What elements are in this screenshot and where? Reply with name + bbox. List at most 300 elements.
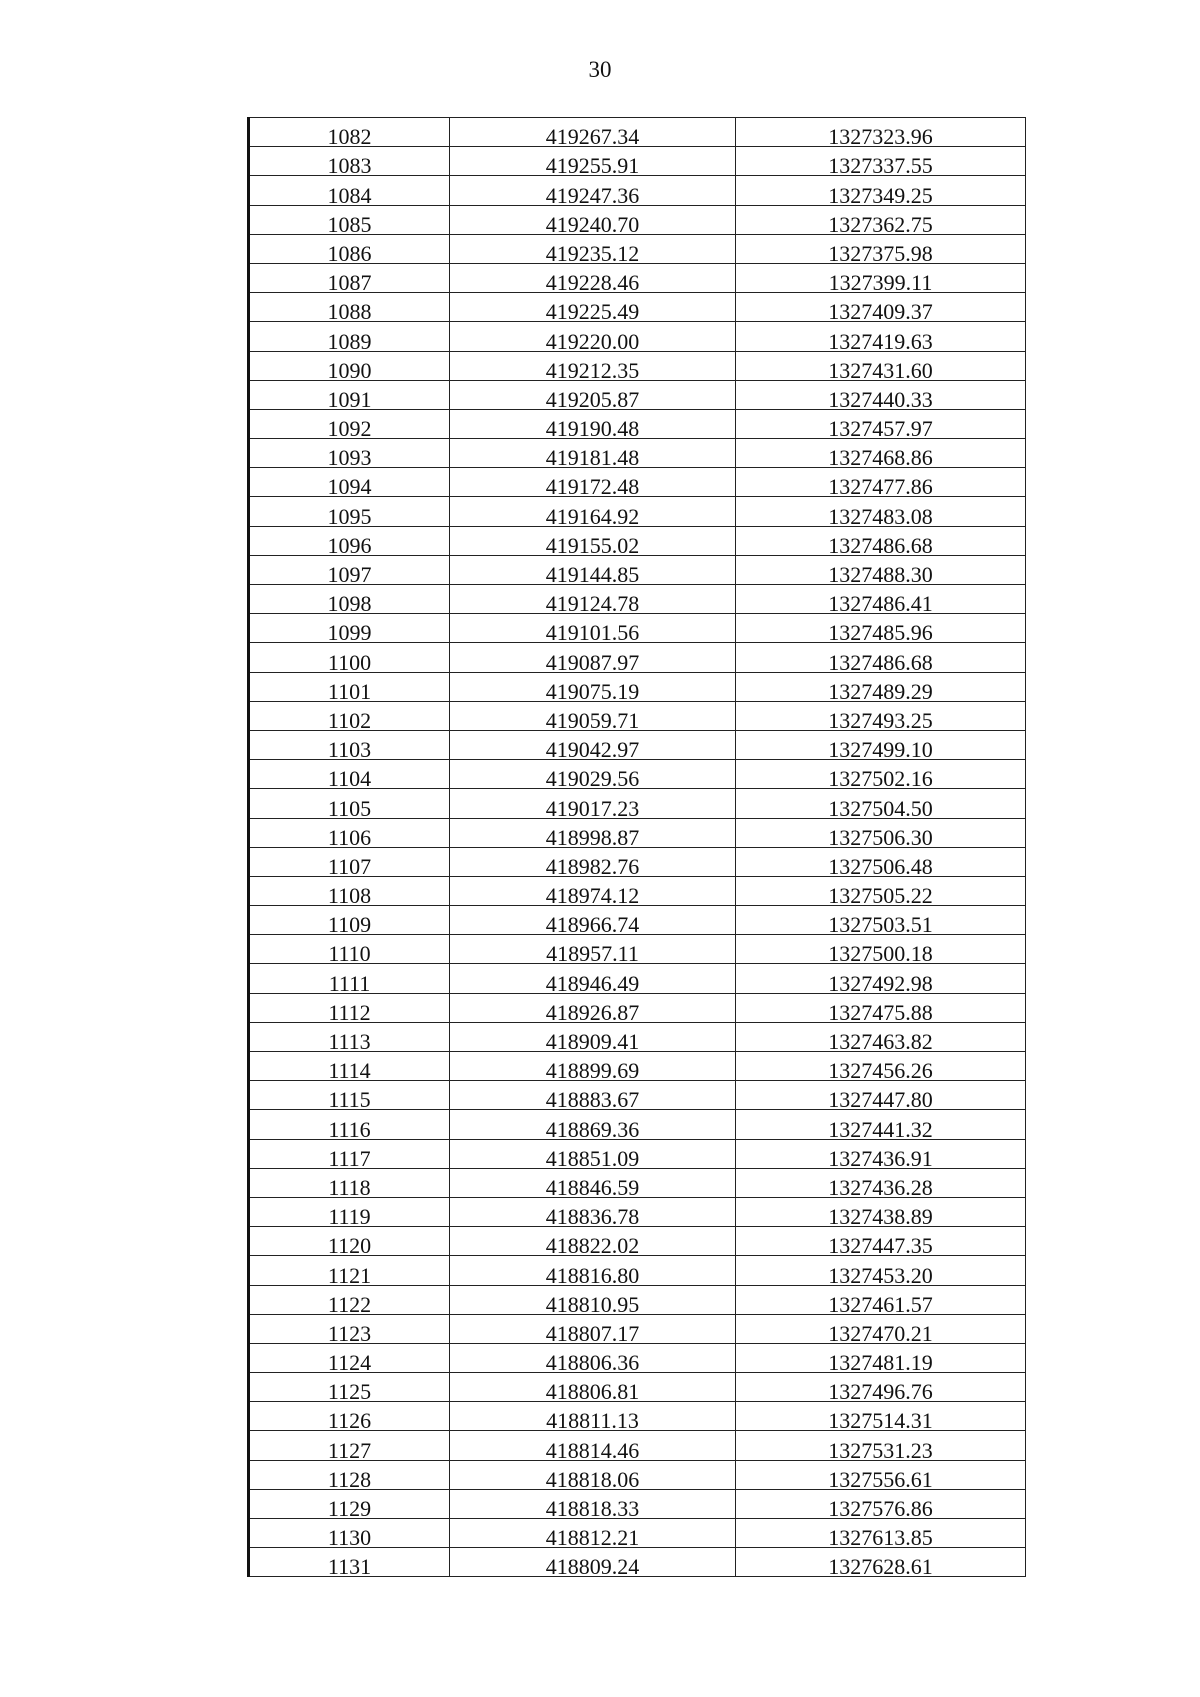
x-coordinate-cell bbox=[450, 1489, 736, 1518]
point-number-cell bbox=[249, 1373, 450, 1402]
table-row bbox=[249, 1052, 1026, 1081]
point-number-text: 1110 bbox=[328, 941, 371, 964]
table-row bbox=[249, 672, 1026, 701]
point-number-text: 1099 bbox=[327, 620, 372, 643]
x-coordinate-cell bbox=[450, 322, 736, 351]
y-coordinate-text: 1327502.16 bbox=[828, 766, 933, 789]
y-coordinate-text: 1327486.68 bbox=[828, 532, 933, 556]
y-coordinate-cell bbox=[736, 876, 1026, 905]
y-coordinate-cell bbox=[736, 906, 1026, 935]
y-coordinate-cell bbox=[736, 614, 1026, 643]
x-coordinate-cell bbox=[450, 409, 736, 438]
y-coordinate-text: 1327496.76 bbox=[828, 1379, 933, 1402]
point-number-text: 1098 bbox=[327, 591, 372, 614]
y-coordinate-text: 1327505.22 bbox=[828, 883, 933, 906]
y-coordinate-text: 1327477.86 bbox=[828, 474, 933, 497]
x-coordinate-cell bbox=[450, 1022, 736, 1051]
x-coordinate-text: 418810.95 bbox=[545, 1291, 640, 1315]
x-coordinate-text: 418806.81 bbox=[545, 1379, 640, 1402]
y-coordinate-text: 1327485.96 bbox=[828, 620, 933, 643]
point-number-text: 1130 bbox=[327, 1525, 372, 1548]
x-coordinate-text: 418926.87 bbox=[545, 999, 640, 1023]
point-number-text: 1112 bbox=[328, 999, 371, 1023]
point-number-cell bbox=[249, 876, 450, 905]
x-coordinate-cell bbox=[450, 1519, 736, 1548]
point-number-cell bbox=[249, 1168, 450, 1197]
point-number-text: 1083 bbox=[327, 153, 372, 176]
x-coordinate-cell bbox=[450, 876, 736, 905]
x-coordinate-cell bbox=[450, 1256, 736, 1285]
x-coordinate-text: 418836.78 bbox=[545, 1204, 640, 1227]
x-coordinate-text: 419124.78 bbox=[545, 591, 640, 614]
x-coordinate-text: 418814.46 bbox=[545, 1437, 640, 1461]
point-number-text: 1116 bbox=[328, 1116, 371, 1140]
table-row bbox=[249, 1285, 1026, 1314]
point-number-cell bbox=[249, 1227, 450, 1256]
x-coordinate-cell bbox=[450, 497, 736, 526]
y-coordinate-text: 1327506.30 bbox=[828, 824, 933, 848]
y-coordinate-cell bbox=[736, 1081, 1026, 1110]
point-number-cell bbox=[249, 993, 450, 1022]
table-row bbox=[249, 409, 1026, 438]
point-number-text: 1088 bbox=[327, 299, 372, 322]
point-number-cell bbox=[249, 439, 450, 468]
point-number-text: 1114 bbox=[328, 1058, 371, 1081]
table-row bbox=[249, 1168, 1026, 1197]
table-row bbox=[249, 118, 1026, 147]
point-number-text: 1090 bbox=[327, 357, 372, 381]
x-coordinate-text: 418998.87 bbox=[545, 824, 640, 848]
point-number-cell bbox=[249, 1460, 450, 1489]
x-coordinate-text: 419172.48 bbox=[545, 474, 640, 497]
y-coordinate-text: 1327375.98 bbox=[828, 240, 933, 264]
point-number-text: 1113 bbox=[328, 1029, 371, 1052]
y-coordinate-cell bbox=[736, 322, 1026, 351]
x-coordinate-cell bbox=[450, 1548, 736, 1577]
table-row bbox=[249, 293, 1026, 322]
point-number-cell bbox=[249, 409, 450, 438]
y-coordinate-cell bbox=[736, 526, 1026, 555]
point-number-cell bbox=[249, 205, 450, 234]
point-number-cell bbox=[249, 263, 450, 292]
point-number-cell bbox=[249, 964, 450, 993]
point-number-text: 1094 bbox=[327, 474, 372, 497]
table-row bbox=[249, 263, 1026, 292]
x-coordinate-cell bbox=[450, 1285, 736, 1314]
table-row bbox=[249, 439, 1026, 468]
x-coordinate-text: 418851.09 bbox=[545, 1145, 640, 1169]
table-row bbox=[249, 585, 1026, 614]
y-coordinate-cell bbox=[736, 993, 1026, 1022]
table-row bbox=[249, 234, 1026, 263]
y-coordinate-text: 1327500.18 bbox=[828, 941, 933, 964]
y-coordinate-text: 1327506.48 bbox=[828, 853, 933, 877]
point-number-text: 1104 bbox=[327, 766, 372, 789]
point-number-cell bbox=[249, 1402, 450, 1431]
y-coordinate-cell bbox=[736, 468, 1026, 497]
point-number-text: 1095 bbox=[327, 503, 372, 527]
point-number-text: 1092 bbox=[327, 416, 372, 439]
point-number-text: 1106 bbox=[327, 824, 372, 848]
y-coordinate-cell bbox=[736, 1548, 1026, 1577]
y-coordinate-text: 1327456.26 bbox=[828, 1058, 933, 1081]
y-coordinate-cell bbox=[736, 439, 1026, 468]
x-coordinate-cell bbox=[450, 555, 736, 584]
point-number-text: 1119 bbox=[328, 1204, 371, 1227]
table-row bbox=[249, 1431, 1026, 1460]
x-coordinate-text: 419190.48 bbox=[545, 416, 640, 439]
x-coordinate-cell bbox=[450, 263, 736, 292]
x-coordinate-cell bbox=[450, 672, 736, 701]
y-coordinate-cell bbox=[736, 1460, 1026, 1489]
y-coordinate-text: 1327362.75 bbox=[828, 211, 933, 235]
point-number-cell bbox=[249, 1197, 450, 1226]
x-coordinate-text: 419220.00 bbox=[545, 328, 640, 351]
page-number: 30 bbox=[588, 57, 612, 82]
x-coordinate-cell bbox=[450, 1460, 736, 1489]
x-coordinate-text: 419240.70 bbox=[545, 211, 640, 235]
point-number-text: 1085 bbox=[327, 211, 372, 235]
y-coordinate-cell bbox=[736, 847, 1026, 876]
table-row bbox=[249, 1256, 1026, 1285]
x-coordinate-cell bbox=[450, 818, 736, 847]
table-row bbox=[249, 1314, 1026, 1343]
y-coordinate-cell bbox=[736, 1168, 1026, 1197]
x-coordinate-cell bbox=[450, 147, 736, 176]
table-row bbox=[249, 876, 1026, 905]
table-row bbox=[249, 1460, 1026, 1489]
y-coordinate-text: 1327492.98 bbox=[828, 970, 933, 994]
point-number-text: 1086 bbox=[327, 240, 372, 264]
point-number-cell bbox=[249, 672, 450, 701]
y-coordinate-cell bbox=[736, 176, 1026, 205]
point-number-cell bbox=[249, 1548, 450, 1577]
point-number-text: 1108 bbox=[327, 883, 372, 906]
table-row bbox=[249, 935, 1026, 964]
y-coordinate-text: 1327323.96 bbox=[828, 124, 933, 147]
y-coordinate-cell bbox=[736, 147, 1026, 176]
x-coordinate-text: 419212.35 bbox=[545, 357, 640, 381]
point-number-text: 1103 bbox=[327, 737, 372, 760]
x-coordinate-cell bbox=[450, 1431, 736, 1460]
y-coordinate-cell bbox=[736, 1402, 1026, 1431]
y-coordinate-text: 1327436.91 bbox=[828, 1145, 933, 1169]
x-coordinate-cell bbox=[450, 1343, 736, 1372]
x-coordinate-cell bbox=[450, 585, 736, 614]
table-row bbox=[249, 1022, 1026, 1051]
x-coordinate-text: 418966.74 bbox=[545, 912, 640, 935]
table-row bbox=[249, 322, 1026, 351]
table-row bbox=[249, 964, 1026, 993]
y-coordinate-text: 1327483.08 bbox=[828, 503, 933, 527]
x-coordinate-cell bbox=[450, 176, 736, 205]
x-coordinate-cell bbox=[450, 964, 736, 993]
y-coordinate-cell bbox=[736, 701, 1026, 730]
point-number-cell bbox=[249, 643, 450, 672]
table-row bbox=[249, 1402, 1026, 1431]
table-row bbox=[249, 205, 1026, 234]
x-coordinate-cell bbox=[450, 293, 736, 322]
point-number-cell bbox=[249, 468, 450, 497]
y-coordinate-cell bbox=[736, 818, 1026, 847]
table-row bbox=[249, 643, 1026, 672]
x-coordinate-text: 418982.76 bbox=[545, 853, 640, 877]
y-coordinate-cell bbox=[736, 935, 1026, 964]
table-row bbox=[249, 526, 1026, 555]
y-coordinate-cell bbox=[736, 205, 1026, 234]
point-number-text: 1127 bbox=[327, 1437, 372, 1461]
y-coordinate-text: 1327470.21 bbox=[828, 1320, 933, 1344]
table-row bbox=[249, 351, 1026, 380]
point-number-cell bbox=[249, 322, 450, 351]
x-coordinate-cell bbox=[450, 1197, 736, 1226]
y-coordinate-cell bbox=[736, 234, 1026, 263]
y-coordinate-cell bbox=[736, 380, 1026, 409]
point-number-text: 1089 bbox=[327, 328, 372, 351]
y-coordinate-text: 1327489.29 bbox=[828, 678, 933, 702]
point-number-cell bbox=[249, 176, 450, 205]
point-number-cell bbox=[249, 935, 450, 964]
x-coordinate-text: 418818.06 bbox=[545, 1466, 640, 1490]
point-number-cell bbox=[249, 1081, 450, 1110]
x-coordinate-cell bbox=[450, 1139, 736, 1168]
table-row bbox=[249, 497, 1026, 526]
y-coordinate-cell bbox=[736, 1197, 1026, 1226]
y-coordinate-cell bbox=[736, 964, 1026, 993]
x-coordinate-text: 418899.69 bbox=[545, 1058, 640, 1081]
y-coordinate-text: 1327493.25 bbox=[828, 707, 933, 731]
y-coordinate-text: 1327457.97 bbox=[828, 416, 933, 439]
point-number-cell bbox=[249, 351, 450, 380]
x-coordinate-cell bbox=[450, 234, 736, 263]
point-number-text: 1125 bbox=[327, 1379, 372, 1402]
y-coordinate-text: 1327431.60 bbox=[828, 357, 933, 381]
y-coordinate-text: 1327628.61 bbox=[828, 1554, 933, 1577]
point-number-text: 1084 bbox=[327, 182, 372, 206]
point-number-text: 1087 bbox=[327, 270, 372, 293]
point-number-text: 1096 bbox=[327, 532, 372, 556]
point-number-text: 1126 bbox=[327, 1408, 372, 1431]
y-coordinate-text: 1327514.31 bbox=[828, 1408, 933, 1431]
point-number-text: 1115 bbox=[328, 1087, 371, 1110]
y-coordinate-text: 1327438.89 bbox=[828, 1204, 933, 1227]
x-coordinate-cell bbox=[450, 380, 736, 409]
point-number-text: 1109 bbox=[327, 912, 372, 935]
x-coordinate-cell bbox=[450, 1110, 736, 1139]
point-number-cell bbox=[249, 497, 450, 526]
y-coordinate-cell bbox=[736, 1285, 1026, 1314]
point-number-text: 1100 bbox=[327, 649, 372, 673]
point-number-cell bbox=[249, 1285, 450, 1314]
table-row bbox=[249, 818, 1026, 847]
point-number-text: 1131 bbox=[327, 1554, 372, 1577]
x-coordinate-cell bbox=[450, 935, 736, 964]
y-coordinate-text: 1327531.23 bbox=[828, 1437, 933, 1461]
point-number-cell bbox=[249, 555, 450, 584]
y-coordinate-cell bbox=[736, 1022, 1026, 1051]
y-coordinate-text: 1327481.19 bbox=[828, 1350, 933, 1373]
x-coordinate-text: 418909.41 bbox=[545, 1029, 640, 1052]
point-number-cell bbox=[249, 293, 450, 322]
y-coordinate-text: 1327349.25 bbox=[828, 182, 933, 206]
point-number-cell bbox=[249, 1110, 450, 1139]
x-coordinate-cell bbox=[450, 701, 736, 730]
x-coordinate-text: 419205.87 bbox=[545, 386, 640, 410]
table-row bbox=[249, 1227, 1026, 1256]
table-row bbox=[249, 701, 1026, 730]
point-number-cell bbox=[249, 147, 450, 176]
point-number-cell bbox=[249, 730, 450, 759]
point-number-cell bbox=[249, 1256, 450, 1285]
point-number-text: 1102 bbox=[327, 707, 372, 731]
y-coordinate-cell bbox=[736, 351, 1026, 380]
point-number-cell bbox=[249, 847, 450, 876]
y-coordinate-cell bbox=[736, 1314, 1026, 1343]
x-coordinate-text: 419181.48 bbox=[545, 445, 640, 468]
point-number-cell bbox=[249, 614, 450, 643]
x-coordinate-cell bbox=[450, 1227, 736, 1256]
point-number-text: 1124 bbox=[327, 1350, 372, 1373]
point-number-text: 1111 bbox=[328, 970, 371, 994]
x-coordinate-text: 419059.71 bbox=[545, 707, 640, 731]
y-coordinate-text: 1327440.33 bbox=[828, 386, 933, 410]
x-coordinate-text: 419228.46 bbox=[545, 270, 640, 293]
x-coordinate-cell bbox=[450, 351, 736, 380]
table-row bbox=[249, 789, 1026, 818]
point-number-text: 1091 bbox=[327, 386, 372, 410]
x-coordinate-text: 419042.97 bbox=[545, 737, 640, 760]
table-row bbox=[249, 906, 1026, 935]
y-coordinate-cell bbox=[736, 263, 1026, 292]
table-row bbox=[249, 1373, 1026, 1402]
y-coordinate-text: 1327475.88 bbox=[828, 999, 933, 1023]
point-number-cell bbox=[249, 760, 450, 789]
x-coordinate-text: 418822.02 bbox=[545, 1233, 640, 1256]
x-coordinate-text: 418846.59 bbox=[545, 1174, 640, 1198]
x-coordinate-cell bbox=[450, 439, 736, 468]
point-number-cell bbox=[249, 1139, 450, 1168]
y-coordinate-text: 1327488.30 bbox=[828, 562, 933, 585]
y-coordinate-text: 1327447.35 bbox=[828, 1233, 933, 1256]
y-coordinate-text: 1327461.57 bbox=[828, 1291, 933, 1315]
x-coordinate-cell bbox=[450, 205, 736, 234]
y-coordinate-text: 1327337.55 bbox=[828, 153, 933, 176]
table-row bbox=[249, 468, 1026, 497]
x-coordinate-text: 419235.12 bbox=[545, 240, 640, 264]
x-coordinate-text: 418811.13 bbox=[546, 1408, 639, 1431]
x-coordinate-text: 418809.24 bbox=[545, 1554, 640, 1577]
table-row bbox=[249, 760, 1026, 789]
x-coordinate-text: 419164.92 bbox=[545, 503, 640, 527]
table-row bbox=[249, 993, 1026, 1022]
point-number-text: 1097 bbox=[327, 562, 372, 585]
x-coordinate-text: 419247.36 bbox=[545, 182, 640, 206]
point-number-cell bbox=[249, 585, 450, 614]
y-coordinate-text: 1327486.41 bbox=[828, 591, 933, 614]
table-row bbox=[249, 614, 1026, 643]
x-coordinate-cell bbox=[450, 118, 736, 147]
x-coordinate-cell bbox=[450, 614, 736, 643]
x-coordinate-cell bbox=[450, 760, 736, 789]
x-coordinate-text: 419017.23 bbox=[545, 795, 640, 818]
table-row bbox=[249, 847, 1026, 876]
x-coordinate-text: 418806.36 bbox=[545, 1350, 640, 1373]
y-coordinate-cell bbox=[736, 497, 1026, 526]
point-number-text: 1105 bbox=[327, 795, 372, 818]
x-coordinate-cell bbox=[450, 847, 736, 876]
y-coordinate-text: 1327453.20 bbox=[828, 1262, 933, 1285]
table-row bbox=[249, 1139, 1026, 1168]
y-coordinate-text: 1327503.51 bbox=[828, 912, 933, 935]
table-row bbox=[249, 1081, 1026, 1110]
x-coordinate-text: 418818.33 bbox=[545, 1496, 640, 1519]
point-number-text: 1120 bbox=[327, 1233, 372, 1256]
table-row bbox=[249, 147, 1026, 176]
table-row bbox=[249, 1343, 1026, 1372]
table-row bbox=[249, 1110, 1026, 1139]
point-number-text: 1117 bbox=[328, 1145, 371, 1169]
point-number-text: 1082 bbox=[327, 124, 372, 147]
y-coordinate-text: 1327468.86 bbox=[828, 445, 933, 468]
coordinates-table-body bbox=[249, 118, 1026, 1577]
x-coordinate-text: 419155.02 bbox=[545, 532, 640, 556]
y-coordinate-text: 1327447.80 bbox=[828, 1087, 933, 1110]
x-coordinate-text: 419144.85 bbox=[545, 562, 640, 585]
point-number-cell bbox=[249, 1519, 450, 1548]
y-coordinate-cell bbox=[736, 1489, 1026, 1518]
x-coordinate-cell bbox=[450, 1052, 736, 1081]
table-row bbox=[249, 1197, 1026, 1226]
y-coordinate-text: 1327399.11 bbox=[828, 270, 933, 293]
x-coordinate-text: 418869.36 bbox=[545, 1116, 640, 1140]
x-coordinate-text: 419255.91 bbox=[545, 153, 640, 176]
y-coordinate-cell bbox=[736, 760, 1026, 789]
point-number-cell bbox=[249, 234, 450, 263]
point-number-text: 1101 bbox=[327, 678, 372, 702]
point-number-text: 1107 bbox=[327, 853, 372, 877]
point-number-text: 1093 bbox=[327, 445, 372, 468]
x-coordinate-cell bbox=[450, 730, 736, 759]
x-coordinate-cell bbox=[450, 1373, 736, 1402]
point-number-cell bbox=[249, 1022, 450, 1051]
x-coordinate-cell bbox=[450, 1081, 736, 1110]
point-number-cell bbox=[249, 526, 450, 555]
x-coordinate-text: 418883.67 bbox=[545, 1087, 640, 1110]
y-coordinate-cell bbox=[736, 789, 1026, 818]
y-coordinate-text: 1327504.50 bbox=[828, 795, 933, 818]
y-coordinate-text: 1327486.68 bbox=[828, 649, 933, 673]
point-number-text: 1128 bbox=[327, 1466, 372, 1490]
x-coordinate-cell bbox=[450, 643, 736, 672]
point-number-text: 1123 bbox=[327, 1320, 372, 1344]
x-coordinate-text: 419029.56 bbox=[545, 766, 640, 789]
y-coordinate-cell bbox=[736, 1519, 1026, 1548]
x-coordinate-text: 418957.11 bbox=[546, 941, 639, 964]
x-coordinate-cell bbox=[450, 1168, 736, 1197]
x-coordinate-cell bbox=[450, 1314, 736, 1343]
y-coordinate-text: 1327556.61 bbox=[828, 1466, 933, 1490]
x-coordinate-cell bbox=[450, 1402, 736, 1431]
point-number-cell bbox=[249, 1052, 450, 1081]
coordinates-table bbox=[247, 117, 1026, 1577]
x-coordinate-text: 419225.49 bbox=[545, 299, 640, 322]
point-number-cell bbox=[249, 818, 450, 847]
y-coordinate-text: 1327463.82 bbox=[828, 1029, 933, 1052]
y-coordinate-cell bbox=[736, 585, 1026, 614]
y-coordinate-cell bbox=[736, 1227, 1026, 1256]
x-coordinate-cell bbox=[450, 468, 736, 497]
table-row bbox=[249, 1519, 1026, 1548]
